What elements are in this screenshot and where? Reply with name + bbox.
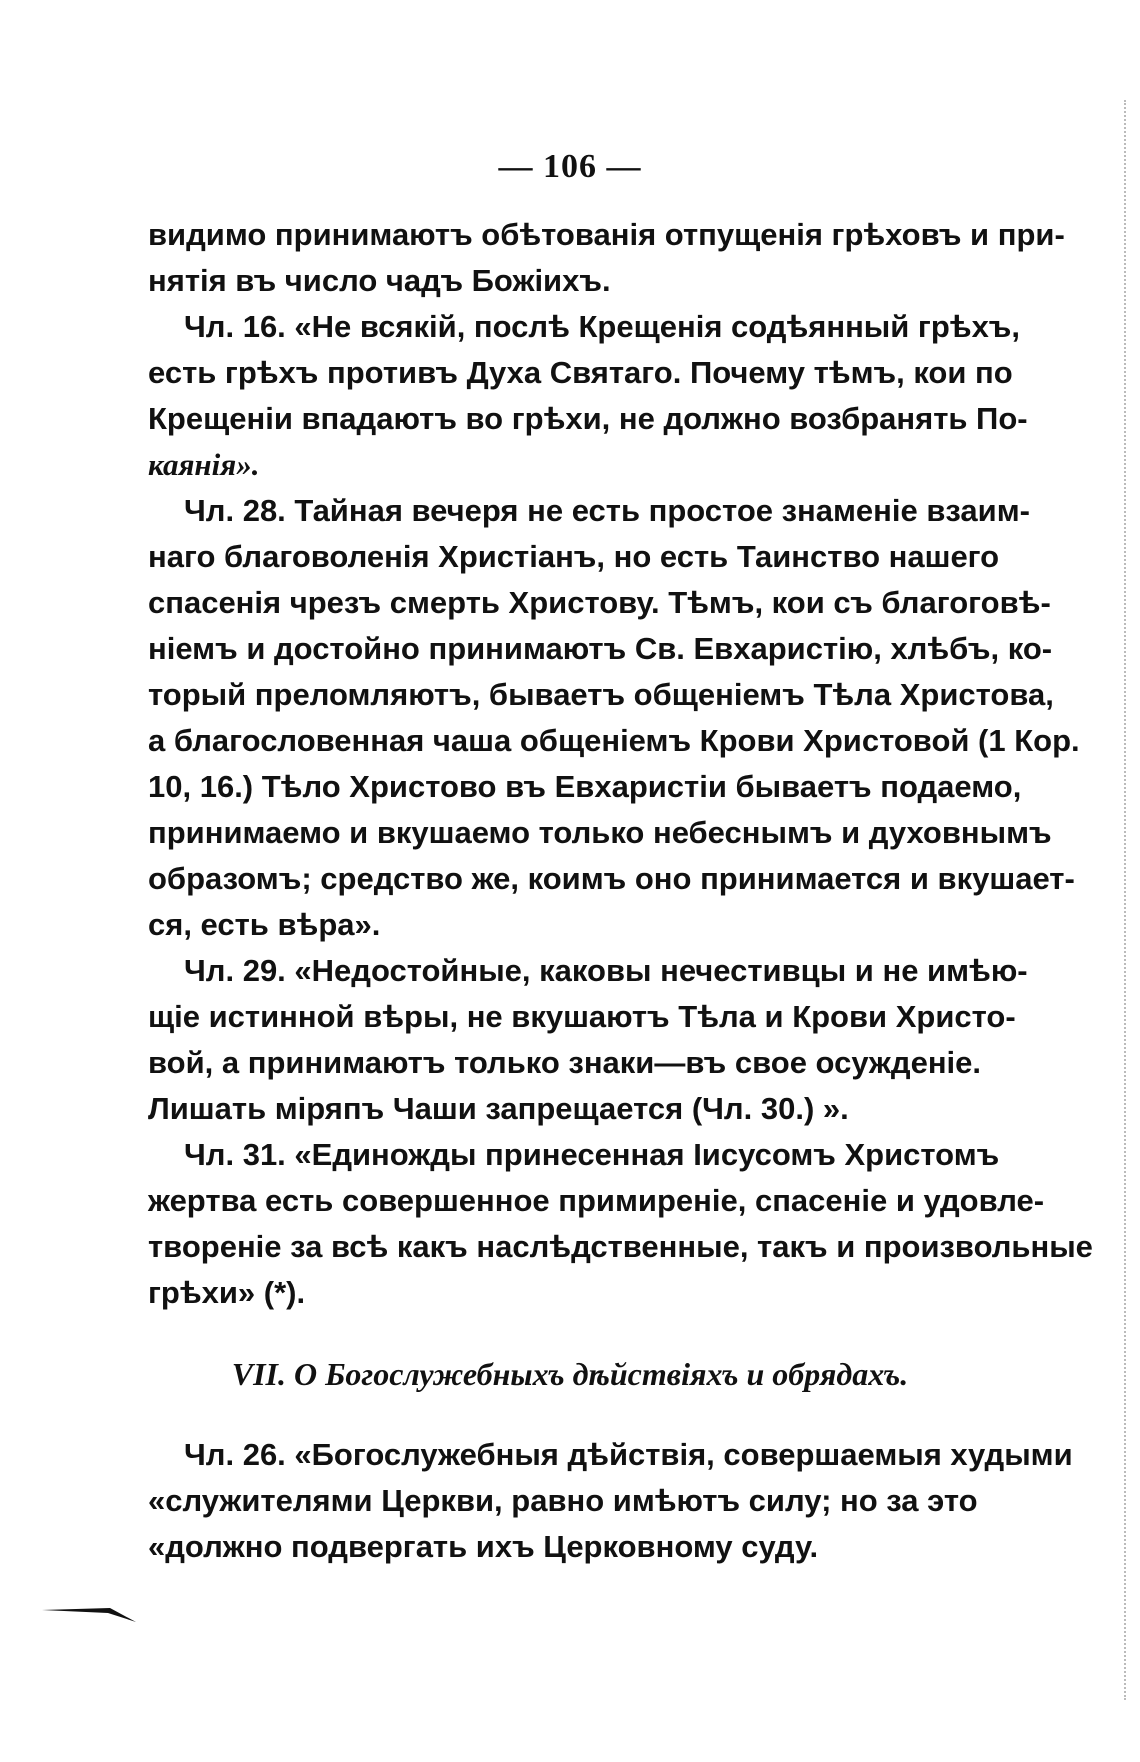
text-line: наго благоволенія Христіанъ, но есть Таинство нашего xyxy=(148,539,1000,574)
text-line: твореніе за всѣ какъ наслѣдственные, такъ и произвольные xyxy=(148,1229,1093,1264)
ink-dash-mark xyxy=(40,1600,140,1624)
text-line: есть грѣхъ противъ Духа Святаго. Почему тѣмъ, кои по xyxy=(148,355,1013,390)
text-line: видимо принимаютъ обѣтованія отпущенія грѣховъ и при- xyxy=(148,217,1065,252)
page-edge-dots xyxy=(1122,100,1126,1700)
text-line: образомъ; средство же, коимъ оно принимается и вкушает- xyxy=(148,861,1075,896)
text-line: вой, а принимаютъ только знаки—въ свое осужденіе. xyxy=(148,1045,982,1080)
main-text xyxy=(148,212,1093,1316)
text-line: 10, 16.) Тѣло Христово въ Евхаристіи бываетъ подаемо, xyxy=(148,769,1022,804)
text-line: ся, есть вѣра». xyxy=(148,907,381,942)
text-line: принимаемо и вкушаемо только небеснымъ и духовнымъ xyxy=(148,815,1052,850)
text-line: Крещеніи впадаютъ во грѣхи, не должно возбранять По- xyxy=(148,401,1028,436)
text-line: нятія въ число чадъ Божіихъ. xyxy=(148,263,611,298)
text-line: жертва есть совершенное примиреніе, спасеніе и удовле- xyxy=(148,1183,1045,1218)
text-line: Чл. 16. «Не всякій, послѣ Крещенія содѣянный грѣхъ, xyxy=(184,309,1021,344)
text-line: а благословенная чаша общеніемъ Крови Христовой (1 Кор. xyxy=(148,723,1080,758)
text-line: «служителями Церкви, равно имѣютъ силу; но за это xyxy=(148,1483,978,1518)
text-line: Чл. 28. Тайная вечеря не есть простое знаменіе взаим- xyxy=(184,493,1030,528)
text-line: Чл. 29. «Недостойные, каковы нечестивцы и не имѣю- xyxy=(184,953,1028,988)
text-line: Чл. 26. «Богослужебныя дѣйствія, совершаемыя худыми xyxy=(184,1437,1073,1472)
page-number: — 106 — xyxy=(498,148,642,185)
section-heading: VII. О Богослужебныхъ дѣйствіяхъ и обрядахъ. xyxy=(231,1356,909,1392)
text-line: Лишать міряпъ Чаши запрещается (Чл. 30.) ». xyxy=(148,1091,849,1126)
text-line: каянія». xyxy=(148,447,260,482)
text-line: «должно подвергать ихъ Церковному суду. xyxy=(148,1529,819,1564)
text-line: грѣхи» (*). xyxy=(148,1275,306,1310)
text-line: торый преломляютъ, бываетъ общеніемъ Тѣла Христова, xyxy=(148,677,1054,712)
text-line: щіе истинной вѣры, не вкушаютъ Тѣла и Крови Христо- xyxy=(148,999,1016,1034)
text-line: спасенія чрезъ смерть Христову. Тѣмъ, кои съ благоговѣ- xyxy=(148,585,1051,620)
text-line: ніемъ и достойно принимаютъ Св. Евхаристію, хлѣбъ, ко- xyxy=(148,631,1053,666)
text-line: Чл. 31. «Единожды принесенная Іисусомъ Христомъ xyxy=(184,1137,1000,1172)
section-text xyxy=(148,1432,1073,1570)
